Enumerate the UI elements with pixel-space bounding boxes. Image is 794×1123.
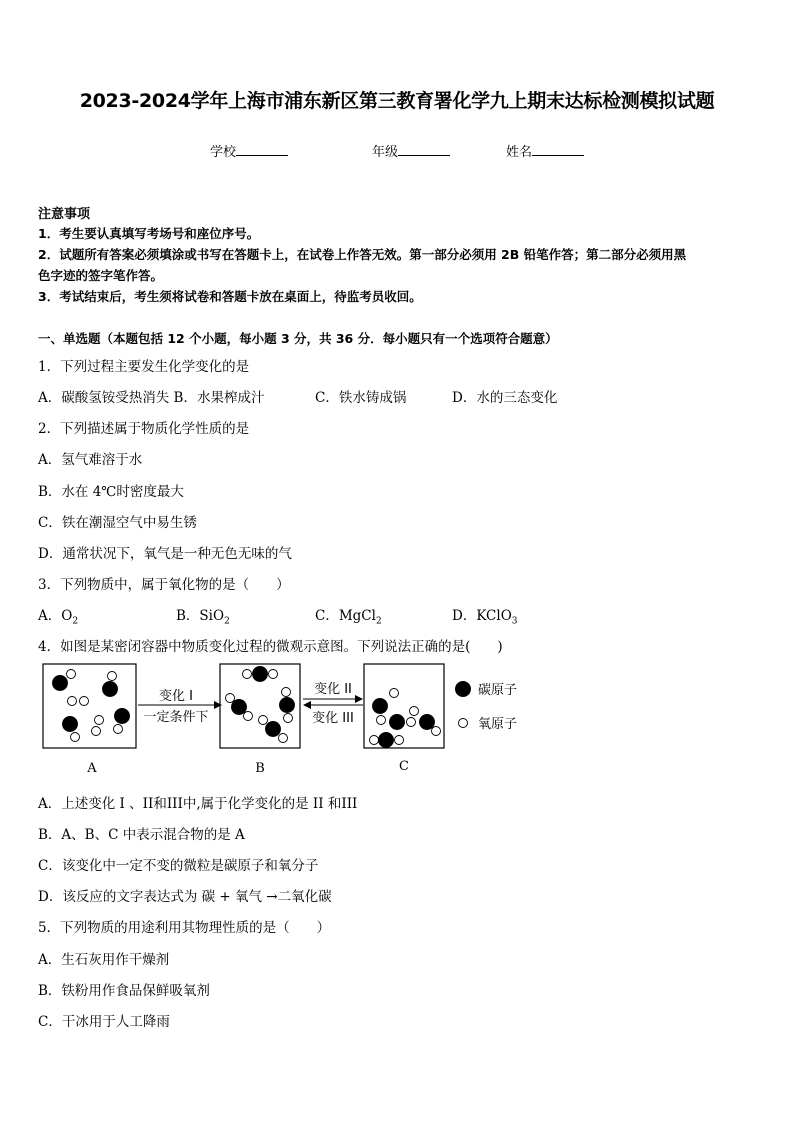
legend-oxygen-icon [459,719,468,728]
note-item: 2．试题所有答案必须填涂或书写在答题卡上，在试卷上作答无效。第一部分必须用 2B 铅笔作答；第二部分必须用黑 [38,247,687,262]
note-item: 1．考生要认真填写考场号和座位序号。 [38,226,260,241]
question-1-stem: 1．下列过程主要发生化学变化的是 [38,359,250,375]
question-3-stem: 3．下列物质中，属于氧化物的是（ ） [38,577,290,593]
box-a-label: A [87,761,97,776]
q2-option-d: D．通常状况下，氧气是一种无色无味的气 [38,546,292,562]
q4-option-c: C．该变化中一定不变的微粒是碳原子和氧分子 [38,858,319,874]
q2-option-c: C．铁在潮湿空气中易生锈 [38,515,197,531]
school-label: 学校 [210,145,237,160]
q3-option-d: D．KClO$_3$ [452,608,518,627]
molecule-diagram [38,660,538,780]
q5-option-b: B．铁粉用作食品保鲜吸氧剂 [38,983,210,999]
name-label: 姓名 [506,145,533,160]
name-field [506,141,584,160]
name-blank [532,142,584,156]
q4-option-d: D．该反应的文字表达式为 碳 + 氧气 →二氧化碳 [38,889,332,905]
legend-carbon-icon [456,682,471,697]
box-b-particles [226,667,295,743]
question-2-stem: 2．下列描述属于物质化学性质的是 [38,421,250,437]
box-a-particles [53,670,130,742]
note-item: 色字迹的签字笔作答。 [38,268,164,283]
question-5-stem: 5．下列物质的用途利用其物理性质的是（ ） [38,920,331,936]
grade-field [372,141,450,160]
grade-blank [398,142,450,156]
q3-option-b: B．SiO$_2$ [176,608,230,627]
q4-option-b: B．A、B、C 中表示混合物的是 A [38,827,245,843]
arrow-1-bottom-label: 一定条件下 [143,710,209,725]
page-title: 2023-2024学年上海市浦东新区第三教育署化学九上期末达标检测模拟试题 [79,90,715,112]
section-heading: 一、单选题（本题包括 12 个小题，每小题 3 分，共 36 分．每小题只有一个选项符合题意） [38,331,558,346]
arrow-1-top-label: 变化 I [159,689,193,704]
q1-option-d: D．水的三态变化 [452,390,558,406]
q3-option-c: C．MgCl$_2$ [315,608,382,627]
box-c-particles [370,689,441,748]
q2-option-b: B．水在 4℃时密度最大 [38,484,184,500]
box-c-label: C [399,759,409,774]
box-b-label: B [255,761,265,776]
school-field [210,141,288,160]
school-blank [236,142,288,156]
note-item: 3．考试结束后，考生须将试卷和答题卡放在桌面上，待监考员收回。 [38,289,422,304]
q1-option-c: C．铁水铸成锅 [315,390,407,406]
arrow-2-top-label: 变化 II [314,682,352,697]
q2-option-a: A．氢气难溶于水 [38,452,143,468]
q3-option-a: A．$O_2$ [38,608,79,627]
question-4-stem: 4．如图是某密闭容器中物质变化过程的微观示意图。下列说法正确的是( ) [38,639,503,655]
q5-option-c: C．干冰用于人工降雨 [38,1014,170,1030]
notes-heading: 注意事项 [38,207,91,222]
q4-option-a: A．上述变化 I 、II和III中,属于化学变化的是 II 和III [38,796,358,812]
q1-option-ab: A．碳酸氢铵受热消失 B．水果榨成汁 [38,390,265,406]
q5-option-a: A．生石灰用作干燥剂 [38,952,170,968]
grade-label: 年级 [372,145,399,160]
legend-carbon-label: 碳原子 [478,683,518,698]
legend-oxygen-label: 氧原子 [478,717,518,732]
arrow-2-bottom-label: 变化 III [312,711,354,726]
